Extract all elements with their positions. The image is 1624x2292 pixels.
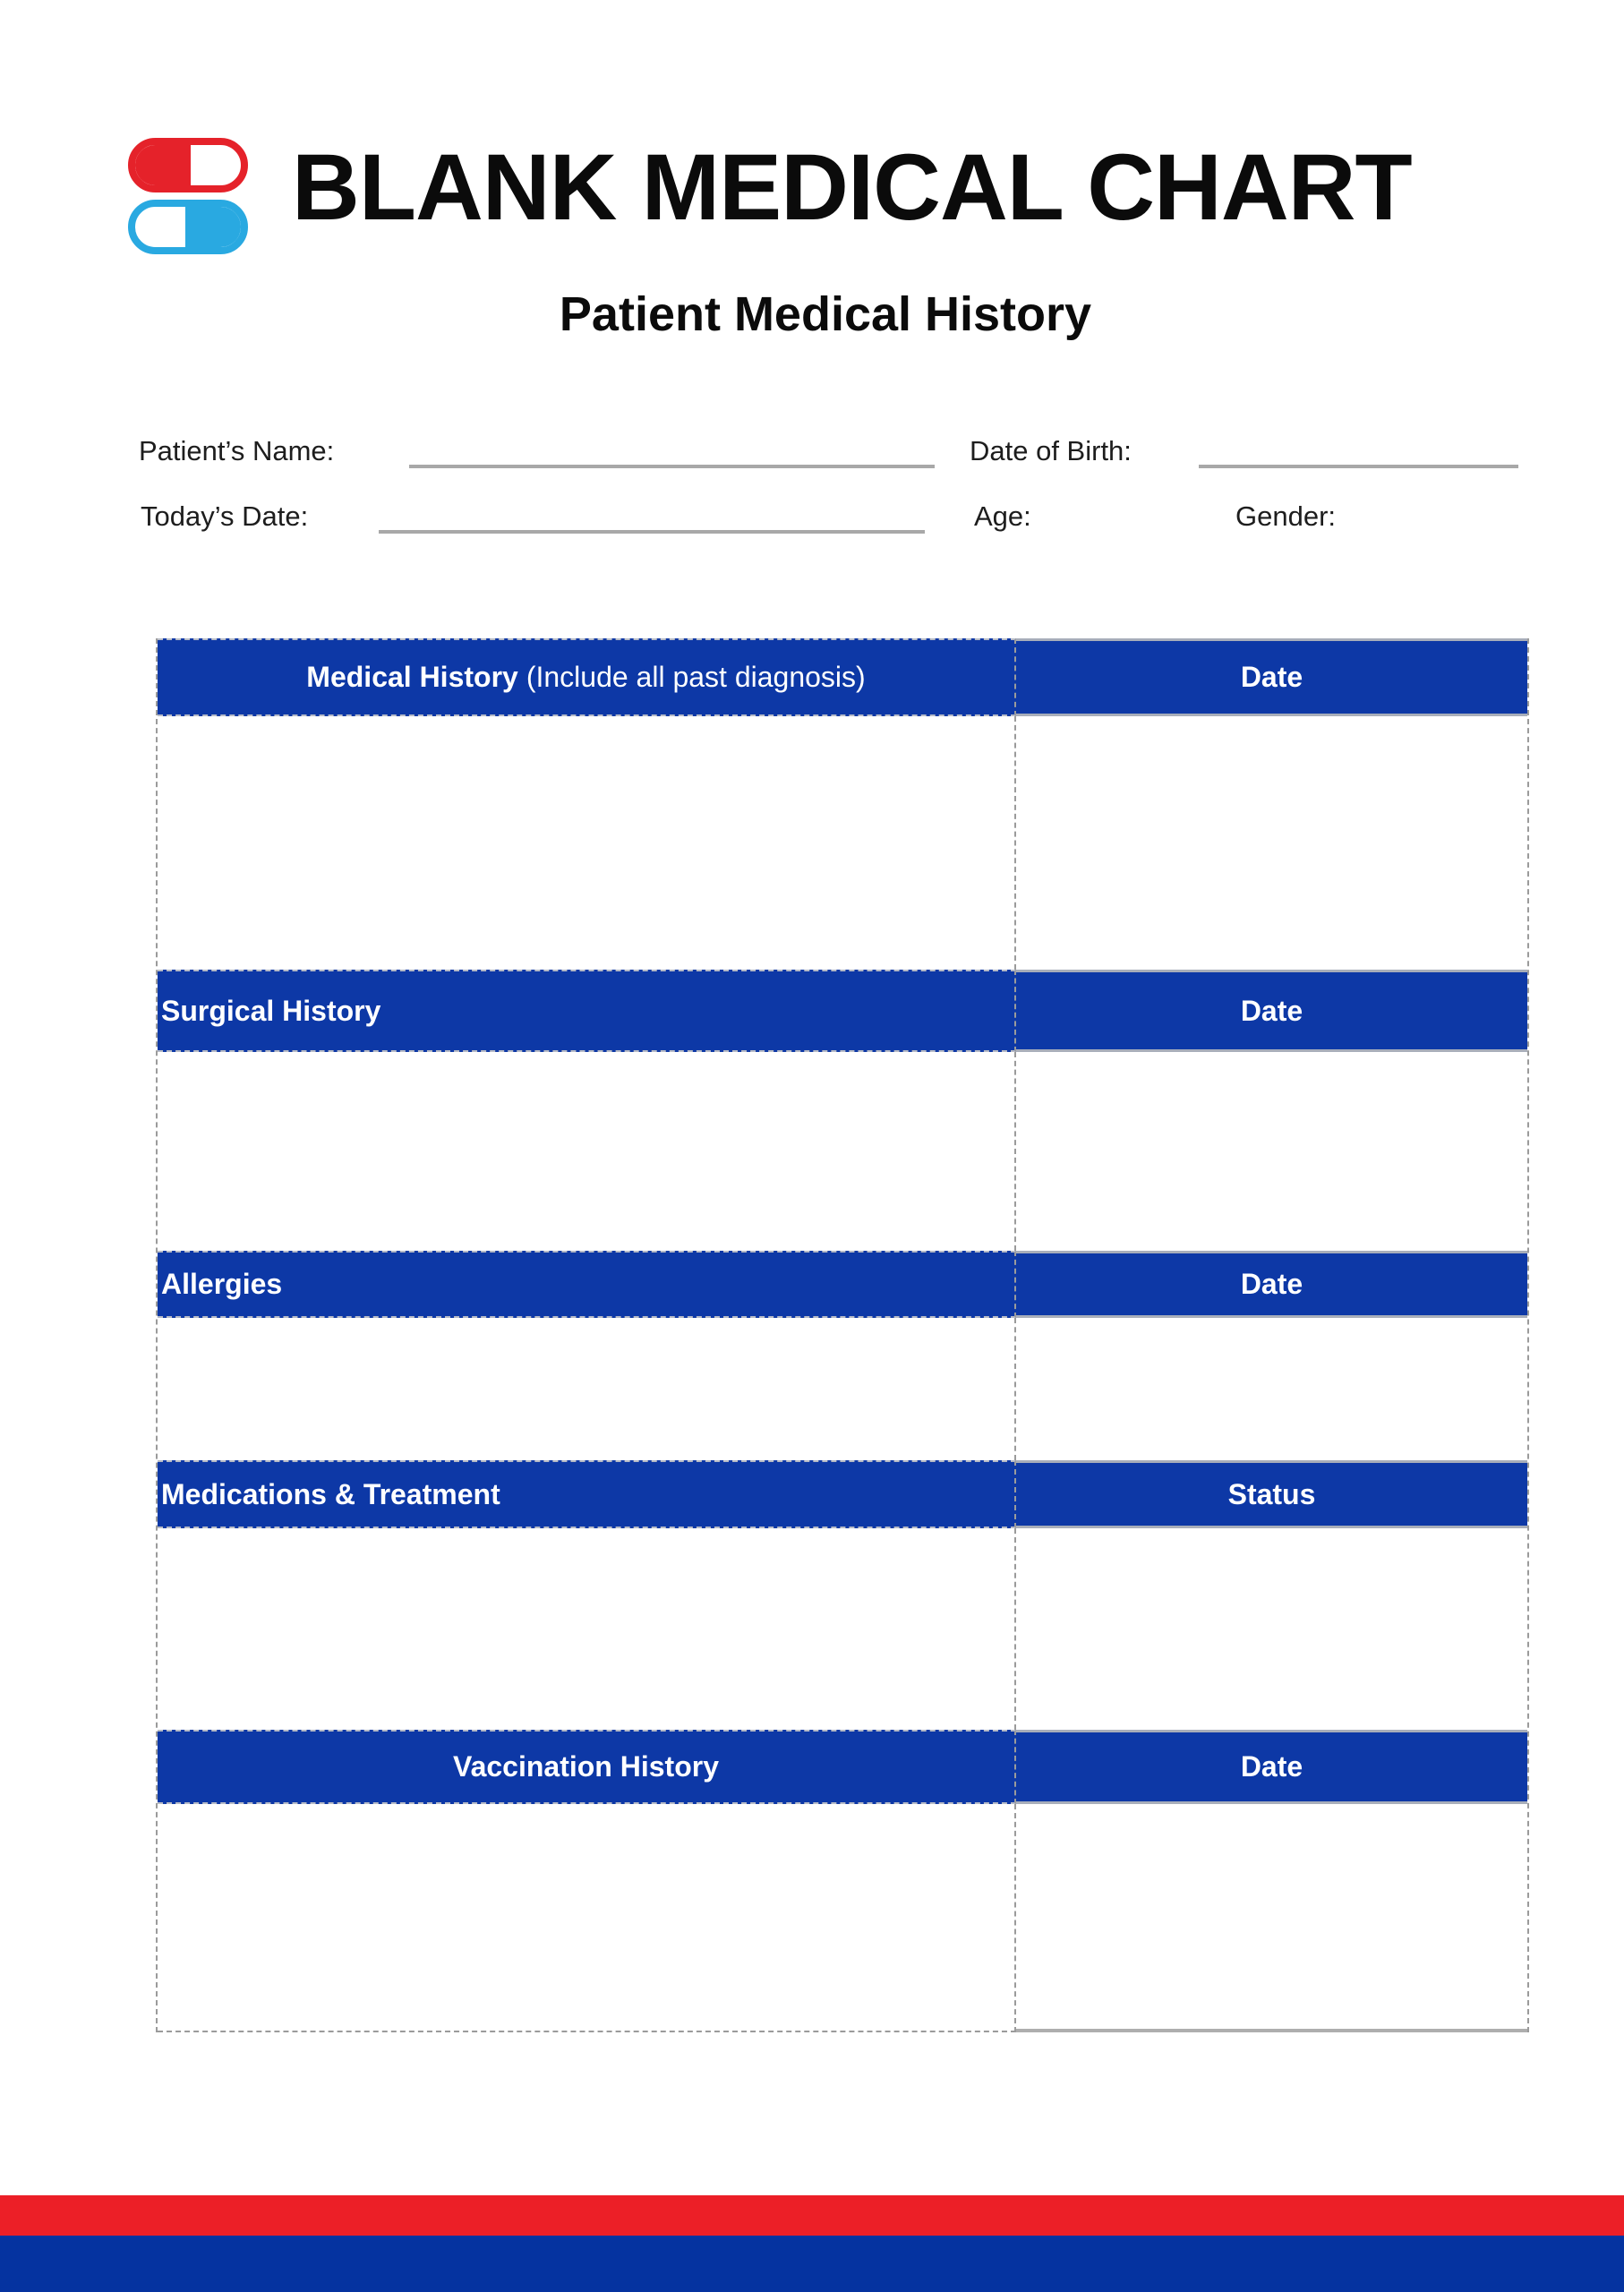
medications-treatment-entry-cell[interactable]: [158, 1528, 1016, 1730]
section-header-medical-history: [158, 638, 1527, 716]
section-body-vaccination-history: [158, 1804, 1527, 2032]
date-column-header: Date: [1240, 1750, 1303, 1783]
section-header-allergies: [158, 1251, 1527, 1318]
vaccination-history-header-cell: [158, 1730, 1016, 1804]
date-column-header: Date: [1240, 661, 1303, 693]
medical-history-header-cell: [158, 638, 1016, 716]
two-pills-logo: [128, 138, 248, 254]
surgical-history-title: Surgical History: [161, 994, 381, 1027]
patient-name-input[interactable]: [409, 465, 935, 468]
medical-history-title: Medical History: [306, 661, 518, 693]
vaccination-history-title: Vaccination History: [453, 1750, 719, 1783]
medical-history-date-header-cell: [1016, 638, 1527, 716]
surgical-history-header-cell: [158, 970, 1016, 1052]
section-body-medications-treatment: [158, 1528, 1527, 1730]
surgical-history-entry-cell[interactable]: [158, 1052, 1016, 1251]
section-header-vaccination-history: [158, 1730, 1527, 1804]
footer-red-bar: [0, 2195, 1624, 2236]
blue-pill-icon: [128, 200, 248, 254]
todays-date-label: Today’s Date:: [141, 500, 309, 532]
medical-history-entry-cell[interactable]: [158, 716, 1016, 970]
history-table: [156, 638, 1529, 2032]
allergies-entry-cell[interactable]: [158, 1318, 1016, 1460]
red-pill-icon: [128, 138, 248, 192]
patient-name-label: Patient’s Name:: [139, 435, 335, 466]
medications-treatment-header-cell: [158, 1460, 1016, 1528]
date-of-birth-input[interactable]: [1199, 465, 1518, 468]
allergies-date-header-cell: [1016, 1251, 1527, 1318]
allergies-header-cell: [158, 1251, 1016, 1318]
age-label: Age:: [974, 500, 1031, 532]
date-of-birth-label: Date of Birth:: [970, 435, 1132, 466]
todays-date-input[interactable]: [379, 530, 925, 534]
page-title: BLANK MEDICAL CHART: [292, 135, 1412, 240]
date-column-header: Date: [1240, 1268, 1303, 1300]
section-body-medical-history: [158, 716, 1527, 970]
allergies-title: Allergies: [161, 1268, 283, 1300]
vaccination-history-date-cell[interactable]: [1016, 1804, 1527, 2032]
date-column-header: Date: [1240, 994, 1303, 1027]
surgical-history-date-header-cell: [1016, 970, 1527, 1052]
medical-history-date-cell[interactable]: [1016, 716, 1527, 970]
allergies-date-cell[interactable]: [1016, 1318, 1527, 1460]
vaccination-history-date-header-cell: [1016, 1730, 1527, 1804]
status-column-header-cell: [1016, 1460, 1527, 1528]
medications-treatment-title: Medications & Treatment: [161, 1477, 500, 1510]
footer-blue-bar: [0, 2236, 1624, 2292]
medical-history-note: (Include all past diagnosis): [526, 661, 866, 693]
section-header-surgical-history: [158, 970, 1527, 1052]
page-subtitle: Patient Medical History: [559, 287, 1092, 341]
surgical-history-date-cell[interactable]: [1016, 1052, 1527, 1251]
medications-treatment-status-cell[interactable]: [1016, 1528, 1527, 1730]
section-body-allergies: [158, 1318, 1527, 1460]
section-body-surgical-history: [158, 1052, 1527, 1251]
status-column-header: Status: [1227, 1477, 1316, 1510]
vaccination-history-entry-cell[interactable]: [158, 1804, 1016, 2032]
section-header-medications-treatment: [158, 1460, 1527, 1528]
gender-label: Gender:: [1235, 500, 1337, 532]
